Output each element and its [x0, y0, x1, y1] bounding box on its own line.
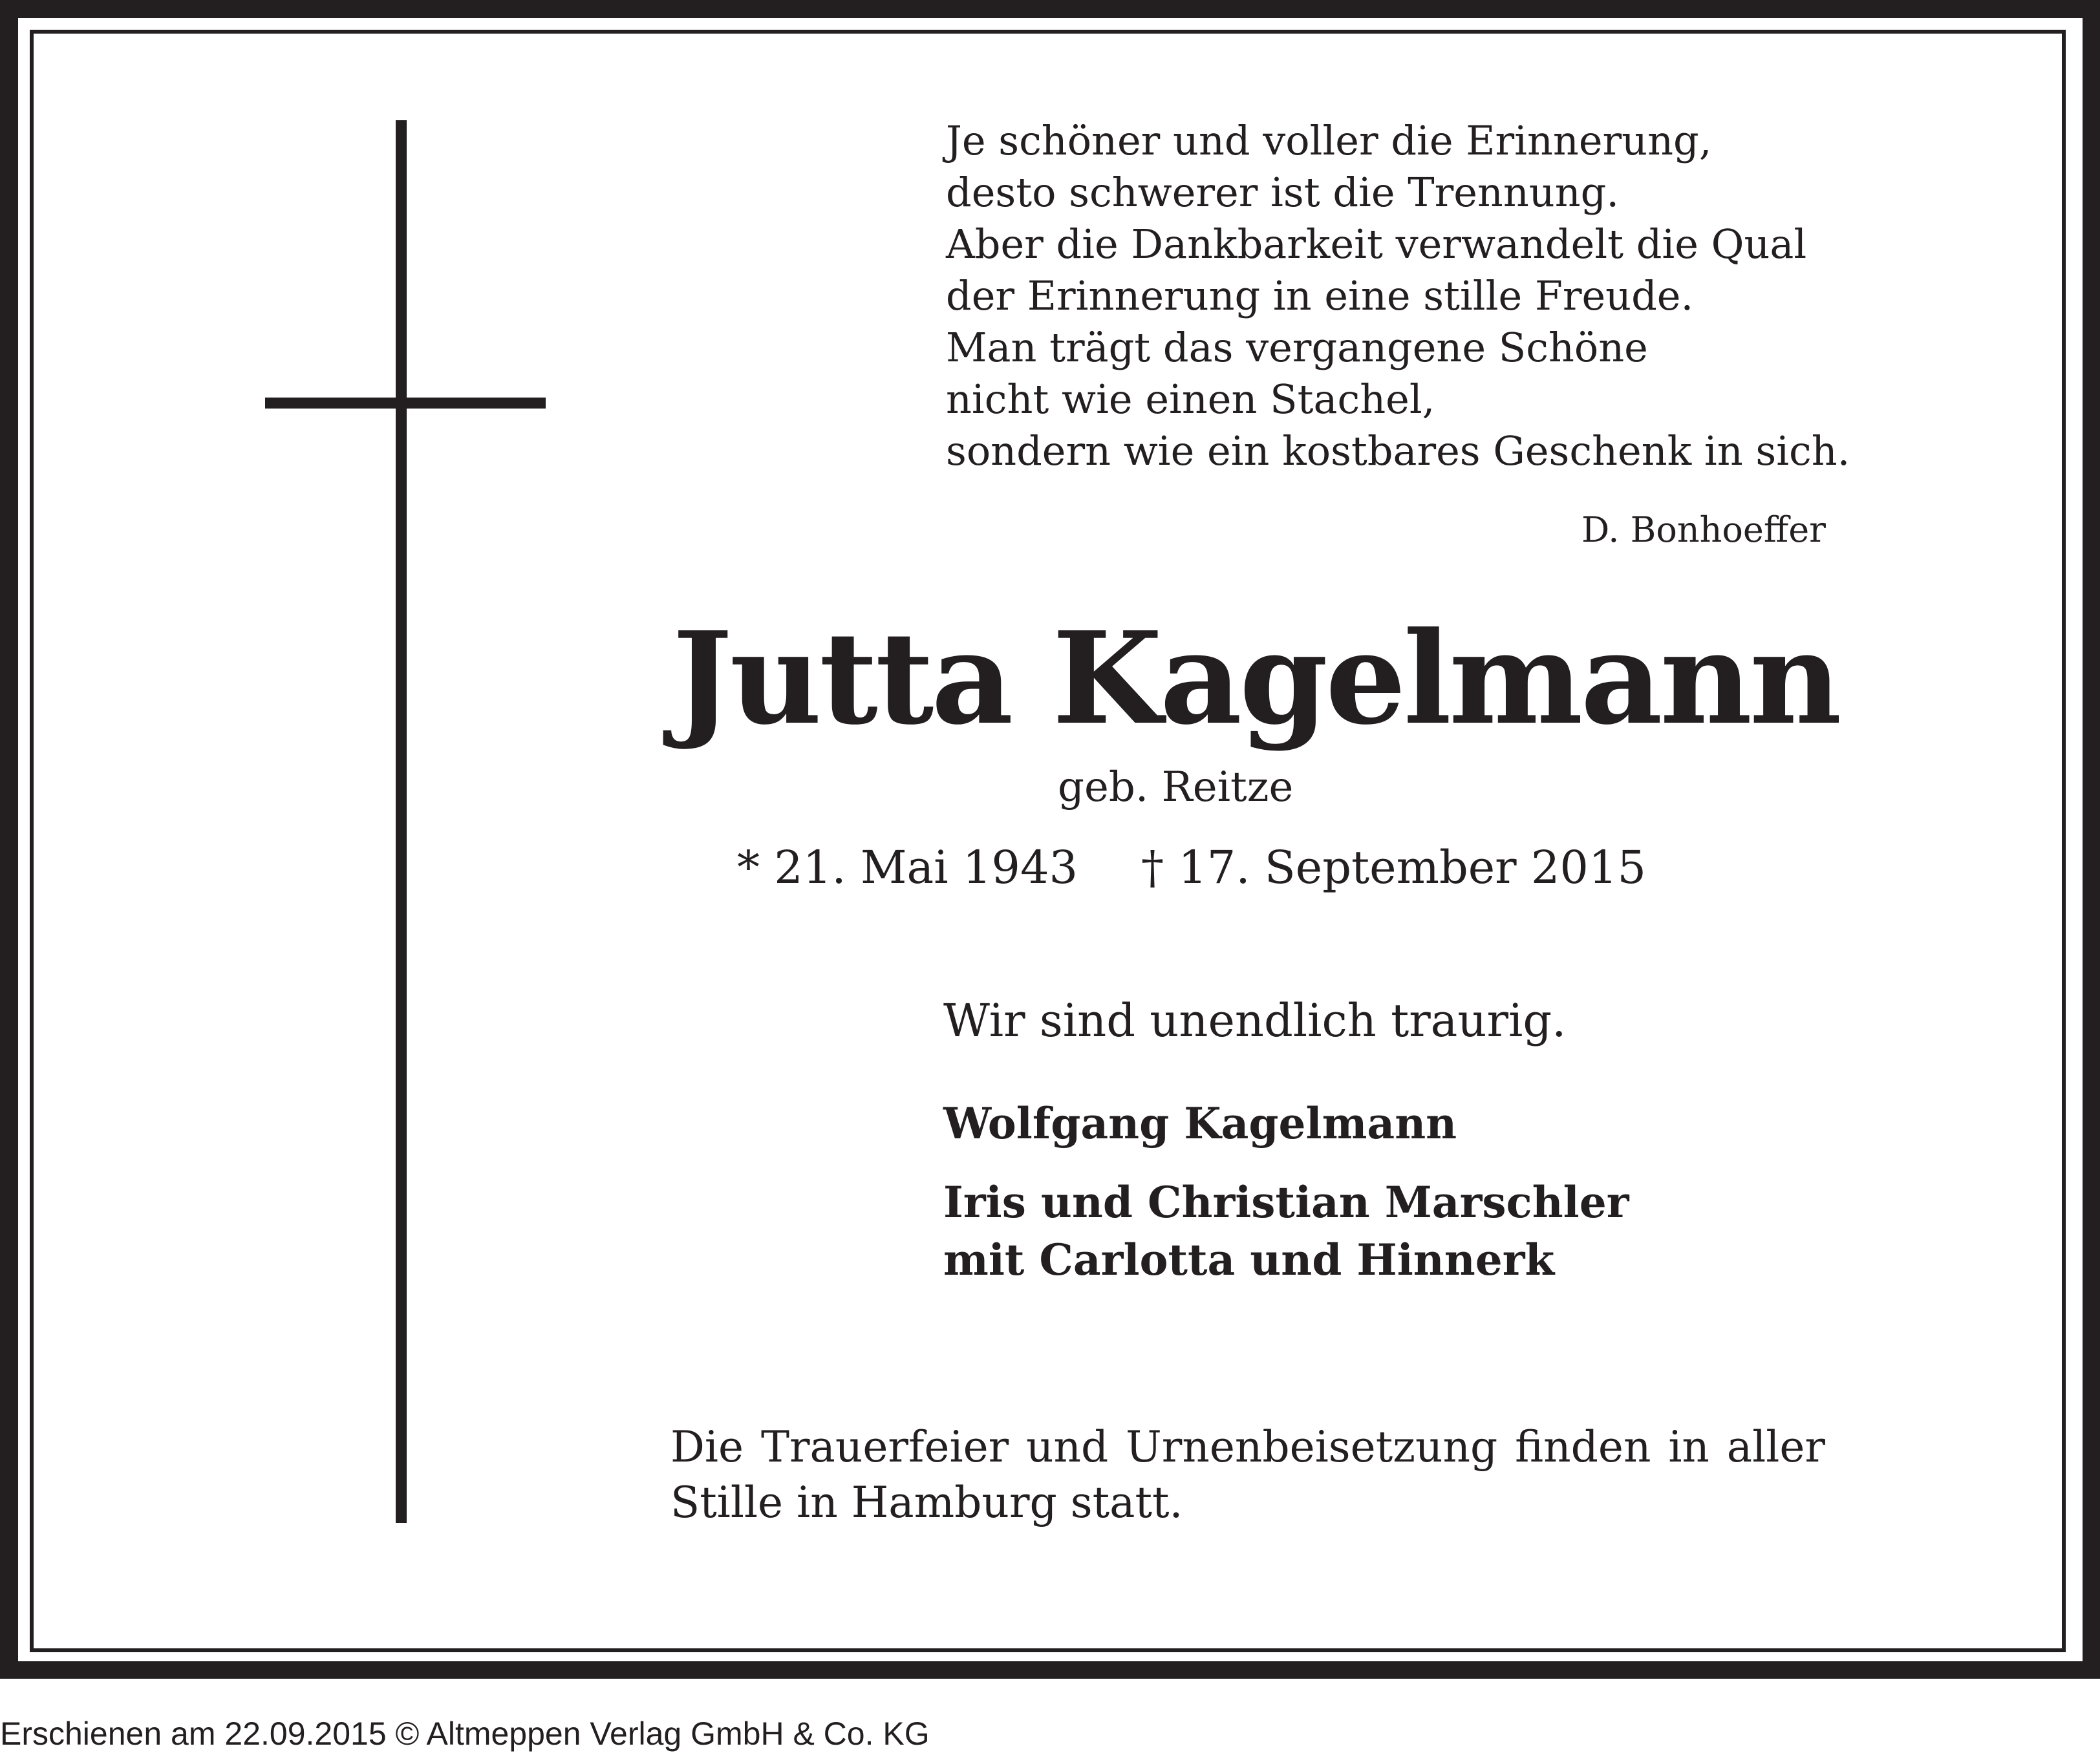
poem-line: der Erinnerung in eine stille Freude.: [946, 272, 1694, 319]
poem-line: desto schwerer ist die Trennung.: [946, 169, 1620, 216]
funeral-notice-line: Stille in Hamburg statt.: [670, 1478, 1183, 1527]
birth-name: geb. Reitze: [1058, 763, 1294, 811]
notice-word: finden: [1515, 1422, 1651, 1472]
notice-word: aller: [1726, 1422, 1825, 1472]
notice-word: in: [1668, 1422, 1709, 1472]
cross-icon-horizontal-bar: [265, 398, 546, 409]
poem-line: Man trägt das vergangene Schöne: [946, 324, 1648, 371]
death-date: † 17. September 2015: [1141, 841, 1647, 894]
deceased-name: Jutta Kagelmann: [672, 604, 1839, 753]
cross-icon-vertical-bar: [396, 120, 407, 1523]
mourner-name: Iris und Christian Marschler: [943, 1177, 1629, 1228]
funeral-notice: [670, 1420, 1825, 1531]
poem-quote: [946, 115, 1850, 477]
notice-word: Urnenbeisetzung: [1126, 1422, 1498, 1472]
funeral-notice-line: [670, 1420, 1825, 1475]
poem-line: Aber die Dankbarkeit verwandelt die Qual: [946, 220, 1807, 268]
poem-line: Je schöner und voller die Erinnerung,: [946, 117, 1712, 164]
poem-line: nicht wie einen Stachel,: [946, 376, 1435, 423]
poem-author: D. Bonhoeffer: [1581, 509, 1826, 550]
mourner-name: Wolfgang Kagelmann: [943, 1098, 1457, 1149]
notice-word: und: [1026, 1422, 1109, 1472]
notice-word: Die: [670, 1422, 744, 1472]
notice-word: Trauerfeier: [760, 1422, 1009, 1472]
mourning-statement: Wir sind unendlich traurig.: [943, 994, 1567, 1047]
mourner-name: mit Carlotta und Hinnerk: [943, 1235, 1555, 1285]
poem-line: sondern wie ein kostbares Geschenk in sich.: [946, 427, 1850, 474]
publication-footer: Erschienen am 22.09.2015 © Altmeppen Verlag GmbH & Co. KG: [0, 1716, 930, 1752]
birth-date: * 21. Mai 1943: [737, 841, 1078, 894]
